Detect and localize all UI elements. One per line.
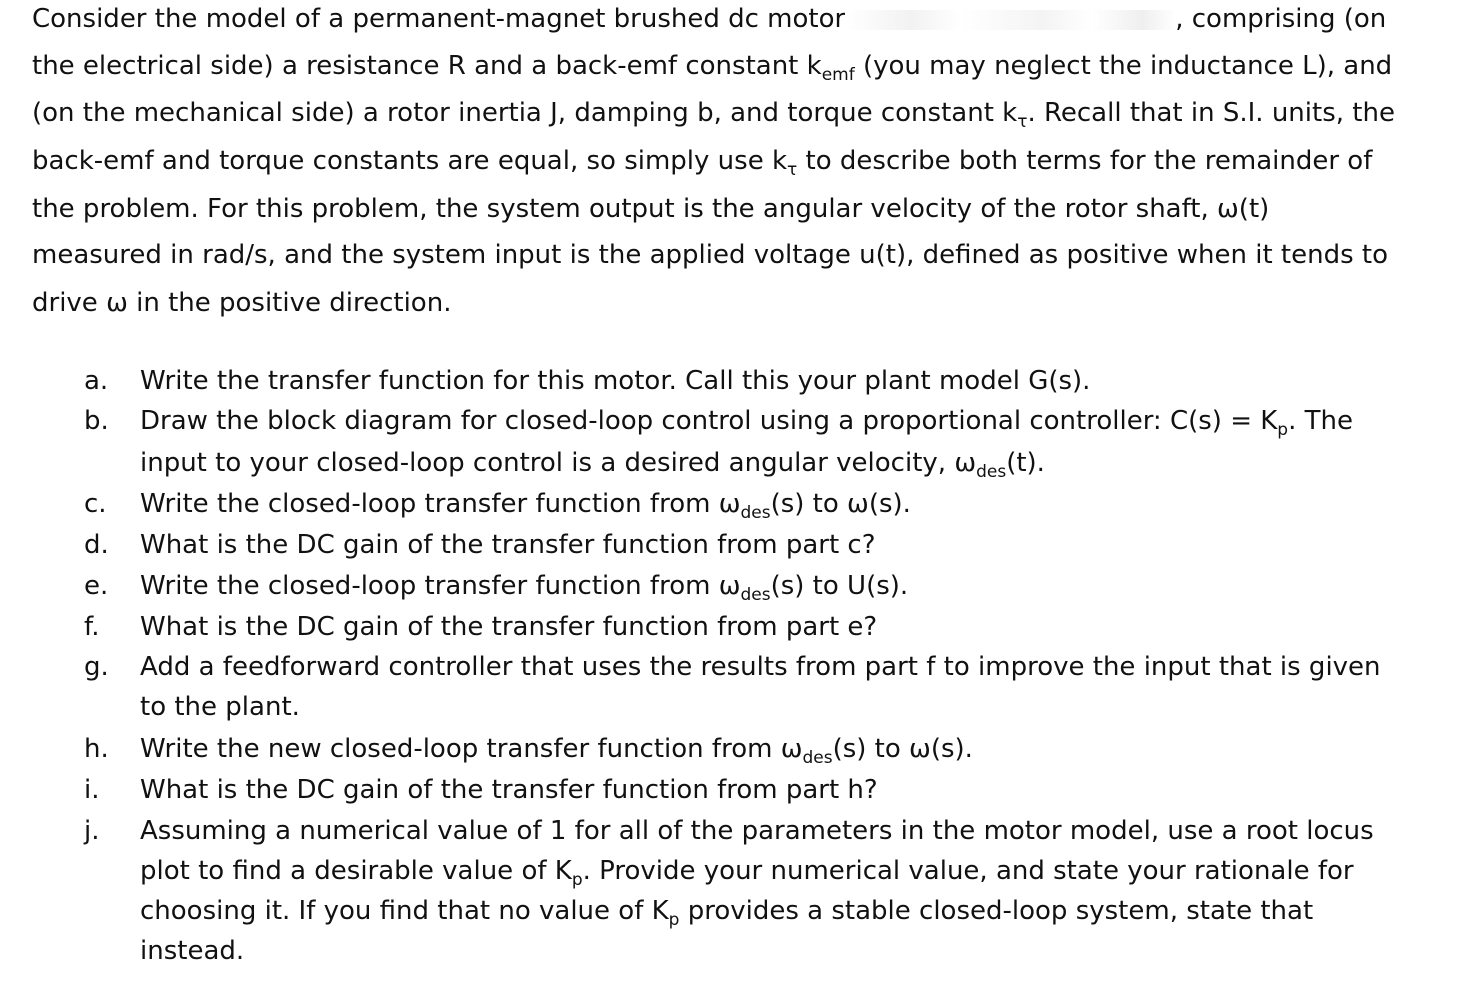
redacted-area xyxy=(845,10,1175,30)
item-text: Write the transfer function for this motor. Call this your plant model G(s). xyxy=(140,366,1091,396)
item-marker: g. xyxy=(84,652,109,682)
item-text-part: input to your closed-loop control is a desired angular velocity, ω xyxy=(140,448,977,478)
subscript: p xyxy=(571,870,583,890)
intro-text: (on the mechanical side) a rotor inertia J, damping b, and torque constant k xyxy=(32,98,1018,128)
list-item-j-continued-2 xyxy=(140,896,1313,929)
item-text-part: . The xyxy=(1288,406,1353,436)
item-marker: b. xyxy=(84,406,109,436)
item-marker: i. xyxy=(84,775,100,805)
subscript: des xyxy=(740,503,771,523)
item-text-part: (s) to ω(s). xyxy=(770,489,911,519)
item-text-part: provides a stable closed-loop system, state that xyxy=(679,896,1314,926)
item-marker: f. xyxy=(84,612,100,642)
subscript: des xyxy=(802,748,833,768)
intro-text: , comprising (on xyxy=(1175,4,1387,34)
list-item-j-continued-1 xyxy=(140,856,1354,889)
item-text: Add a feedforward controller that uses the results from part f to improve the input that is given xyxy=(140,652,1381,682)
intro-line-2 xyxy=(32,51,1392,84)
intro-line-3 xyxy=(32,98,1395,131)
intro-text: to describe both terms for the remainder of xyxy=(797,146,1373,176)
item-text: Assuming a numerical value of 1 for all of the parameters in the motor model, use a root locus xyxy=(140,816,1374,846)
intro-text: . Recall that in S.I. units, the xyxy=(1027,98,1395,128)
intro-line-5: the problem. For this problem, the system output is the angular velocity of the rotor shaft, ω(t) xyxy=(32,194,1270,224)
item-text-part: . Provide your numerical value, and state your rationale for xyxy=(582,856,1354,886)
item-marker: h. xyxy=(84,734,109,764)
list-item-b-continued xyxy=(140,448,1045,481)
intro-text: Consider the model of a permanent-magnet brushed dc motor xyxy=(32,4,846,34)
item-text-part: (s) to ω(s). xyxy=(832,734,973,764)
item-text-part: plot to find a desirable value of K xyxy=(140,856,572,886)
intro-line-1 xyxy=(32,4,1386,34)
item-marker: c. xyxy=(84,489,107,519)
item-text-part: (t). xyxy=(1006,448,1045,478)
subscript: des xyxy=(976,462,1007,482)
subscript: p xyxy=(1277,420,1289,440)
intro-text: back-emf and torque constants are equal, so simply use k xyxy=(32,146,788,176)
item-text-part: Write the new closed-loop transfer function from ω xyxy=(140,734,803,764)
item-text-part: Draw the block diagram for closed-loop control using a proportional controller: C(s) = K xyxy=(140,406,1278,436)
subscript: emf xyxy=(821,65,855,85)
intro-line-6: measured in rad/s, and the system input is the applied voltage u(t), defined as positive when it tends to xyxy=(32,240,1388,270)
item-text xyxy=(140,571,908,604)
item-marker: e. xyxy=(84,571,109,601)
item-text: What is the DC gain of the transfer function from part e? xyxy=(140,612,878,642)
intro-line-7: drive ω in the positive direction. xyxy=(32,288,452,318)
item-marker: j. xyxy=(84,816,100,846)
intro-line-4 xyxy=(32,146,1372,179)
item-text xyxy=(140,734,973,767)
intro-text: (you may neglect the inductance L), and xyxy=(854,51,1393,81)
list-item-g-continued: to the plant. xyxy=(140,692,300,722)
item-text-part: choosing it. If you find that no value of K xyxy=(140,896,669,926)
item-text: What is the DC gain of the transfer function from part h? xyxy=(140,775,878,805)
item-text xyxy=(140,406,1353,439)
item-marker: d. xyxy=(84,530,109,560)
item-marker: a. xyxy=(84,366,109,396)
item-text xyxy=(140,489,911,522)
item-text-part: (s) to U(s). xyxy=(770,571,909,601)
item-text-part: Write the closed-loop transfer function from ω xyxy=(140,571,741,601)
item-text-part: Write the closed-loop transfer function from ω xyxy=(140,489,741,519)
item-text: What is the DC gain of the transfer function from part c? xyxy=(140,530,876,560)
intro-text: the electrical side) a resistance R and a back-emf constant k xyxy=(32,51,822,81)
list-item-j-continued-3: instead. xyxy=(140,936,245,966)
subscript: τ xyxy=(1017,112,1028,132)
subscript: des xyxy=(740,585,771,605)
subscript: p xyxy=(668,910,680,930)
subscript: τ xyxy=(787,160,798,180)
